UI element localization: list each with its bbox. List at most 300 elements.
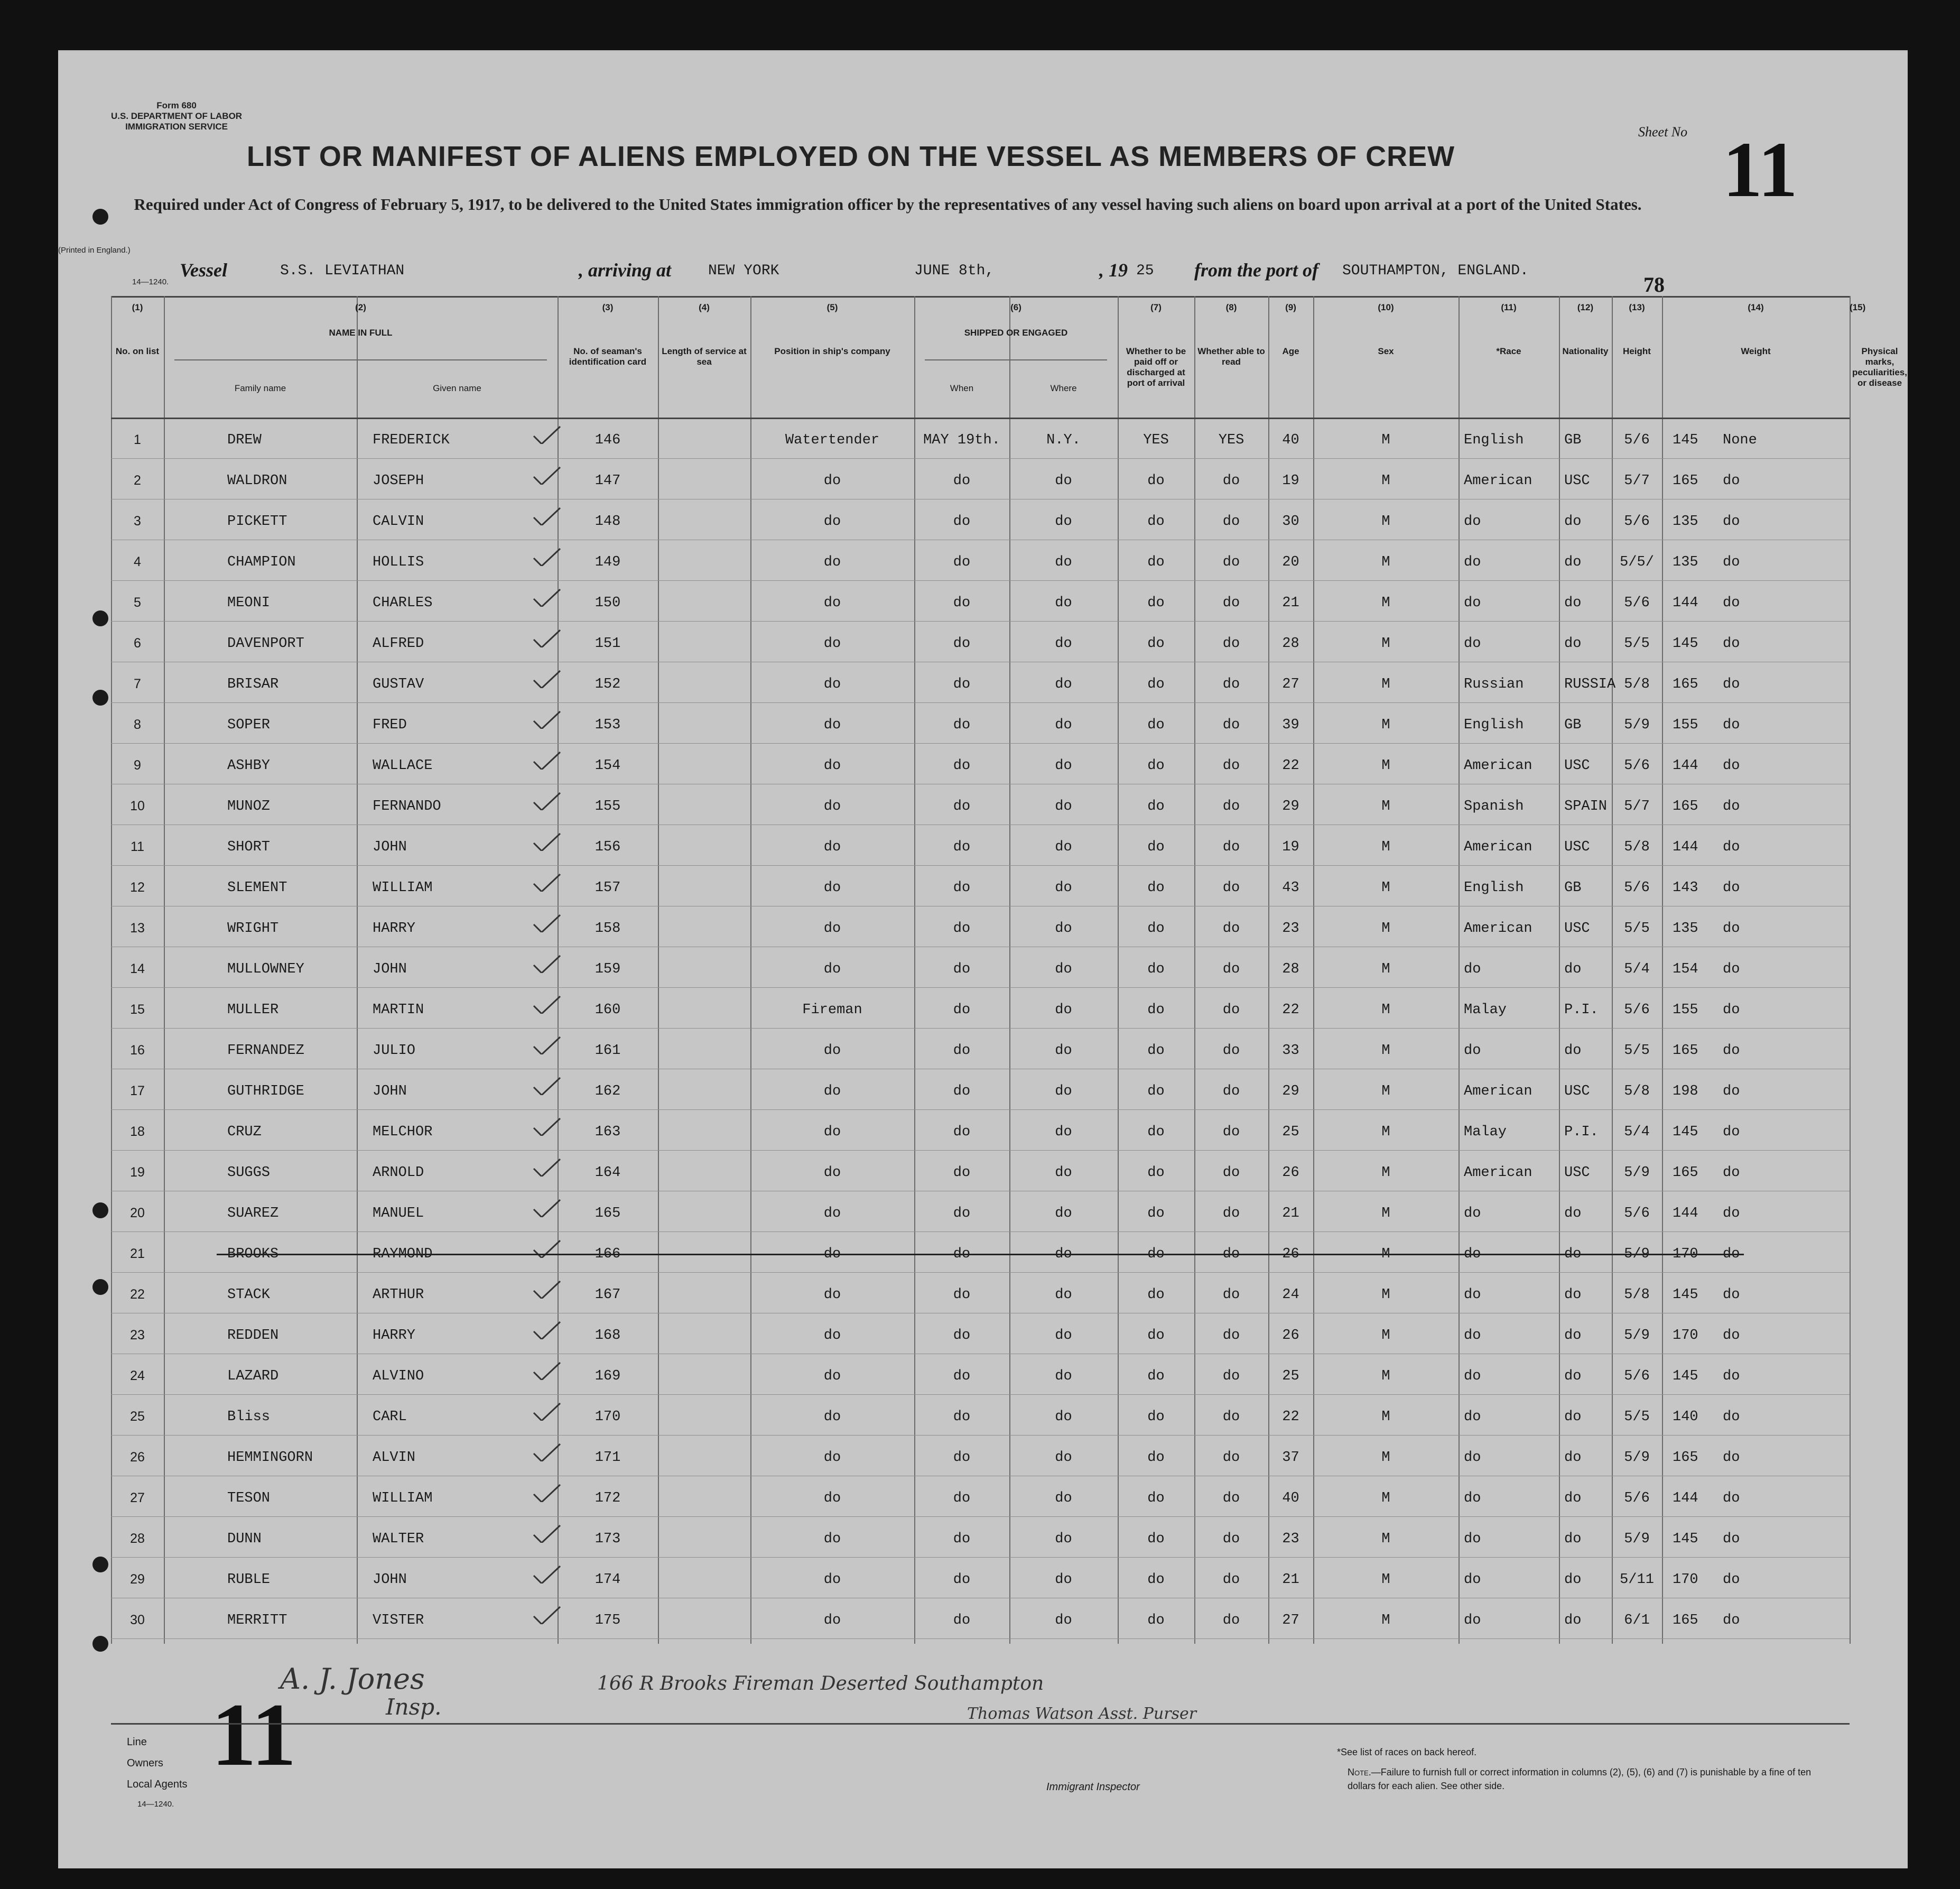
cell-nat: USC bbox=[1564, 758, 1590, 774]
race-note: *See list of races on back hereof. bbox=[1337, 1747, 1477, 1757]
cell-given: ALFRED bbox=[373, 636, 424, 652]
cell-race: Russian bbox=[1464, 677, 1524, 692]
cell-card: 166 bbox=[594, 1246, 621, 1262]
cell-no: 10 bbox=[130, 799, 145, 813]
cell-race: do bbox=[1464, 1287, 1481, 1303]
cell-when: do bbox=[953, 1531, 971, 1547]
cell-read: do bbox=[1222, 1450, 1240, 1466]
cell-paid: do bbox=[1147, 1287, 1165, 1303]
cell-no: 12 bbox=[130, 880, 145, 895]
cell-age: 37 bbox=[1282, 1450, 1299, 1466]
check-mark-icon bbox=[531, 1199, 563, 1217]
cell-age: 26 bbox=[1282, 1328, 1299, 1344]
column-subheader: Given name bbox=[433, 383, 481, 393]
cell-where: do bbox=[1055, 717, 1072, 733]
cell-given: WALTER bbox=[373, 1531, 424, 1547]
check-mark-icon bbox=[531, 832, 563, 851]
binder-hole bbox=[92, 690, 108, 706]
column-number: (12) bbox=[1577, 302, 1594, 312]
row-rule bbox=[111, 987, 1850, 988]
cell-nat: do bbox=[1564, 1206, 1582, 1221]
cell-paid: do bbox=[1147, 1043, 1165, 1059]
check-mark-icon bbox=[531, 1158, 563, 1177]
cell-race: American bbox=[1464, 473, 1532, 489]
cell-family: HEMMINGORN bbox=[227, 1450, 313, 1466]
check-mark-icon bbox=[531, 1484, 563, 1502]
row-rule bbox=[111, 1028, 1850, 1029]
cell-paid: do bbox=[1147, 758, 1165, 774]
cell-where: do bbox=[1055, 554, 1072, 570]
strike-through-line bbox=[217, 1254, 1744, 1255]
cell-family: MERRITT bbox=[227, 1613, 287, 1628]
cell-when: do bbox=[953, 1572, 971, 1588]
row-rule bbox=[111, 865, 1850, 866]
cell-card: 175 bbox=[594, 1613, 621, 1628]
cell-weight: 154 bbox=[1673, 961, 1698, 977]
cell-card: 169 bbox=[594, 1368, 621, 1384]
arrival-date: JUNE 8th, bbox=[914, 263, 995, 279]
cell-sex: M bbox=[1381, 473, 1390, 489]
column-rule bbox=[658, 296, 659, 1644]
cell-nat: P.I. bbox=[1564, 1002, 1599, 1018]
cell-card: 171 bbox=[594, 1450, 621, 1466]
cell-card: 155 bbox=[594, 799, 621, 814]
cell-family: DREW bbox=[227, 432, 262, 448]
cell-weight: 145 bbox=[1673, 1531, 1698, 1547]
cell-sex: M bbox=[1381, 717, 1390, 733]
cell-height: 5/6 bbox=[1624, 880, 1650, 896]
cell-no: 15 bbox=[130, 1002, 145, 1017]
cell-position: do bbox=[823, 1246, 841, 1262]
cell-where: do bbox=[1055, 1124, 1072, 1140]
cell-race: do bbox=[1464, 595, 1481, 611]
cell-marks: do bbox=[1723, 1165, 1740, 1181]
footer-owners: Owners bbox=[127, 1757, 163, 1769]
cell-given: CARL bbox=[373, 1409, 407, 1425]
cell-race: English bbox=[1464, 717, 1524, 733]
column-subheader: When bbox=[950, 383, 974, 393]
cell-no: 22 bbox=[130, 1287, 145, 1302]
header-bottom-rule bbox=[111, 418, 1850, 419]
cell-read: do bbox=[1222, 717, 1240, 733]
cell-given: ALVIN bbox=[373, 1450, 416, 1466]
cell-read: YES bbox=[1218, 432, 1244, 448]
cell-family: FERNANDEZ bbox=[227, 1043, 304, 1059]
check-mark-icon bbox=[531, 914, 563, 932]
cell-paid: do bbox=[1147, 1002, 1165, 1018]
column-header: Nationality bbox=[1562, 346, 1609, 356]
cell-weight: 135 bbox=[1673, 554, 1698, 570]
cell-nat: do bbox=[1564, 1531, 1582, 1547]
column-subheader: Family name bbox=[234, 383, 286, 393]
cell-read: do bbox=[1222, 921, 1240, 937]
cell-marks: do bbox=[1723, 1450, 1740, 1466]
cell-given: ALVINO bbox=[373, 1368, 424, 1384]
cell-card: 164 bbox=[594, 1165, 621, 1181]
note-label: Note. bbox=[1348, 1767, 1371, 1777]
cell-height: 5/9 bbox=[1624, 1328, 1650, 1344]
column-header: *Race bbox=[1496, 346, 1521, 356]
cell-read: do bbox=[1222, 1328, 1240, 1344]
cell-race: American bbox=[1464, 921, 1532, 937]
cell-paid: do bbox=[1147, 1165, 1165, 1181]
cell-sex: M bbox=[1381, 1409, 1390, 1425]
cell-marks: do bbox=[1723, 1043, 1740, 1059]
cell-age: 20 bbox=[1282, 554, 1299, 570]
cell-height: 5/5 bbox=[1624, 1409, 1650, 1425]
cell-position: Fireman bbox=[802, 1002, 862, 1018]
cell-read: do bbox=[1222, 1572, 1240, 1588]
row-rule bbox=[111, 1394, 1850, 1395]
cell-height: 5/11 bbox=[1620, 1572, 1654, 1588]
cell-family: SUGGS bbox=[227, 1165, 271, 1181]
cell-weight: 165 bbox=[1673, 799, 1698, 814]
cell-given: HOLLIS bbox=[373, 554, 424, 570]
cell-given: VISTER bbox=[373, 1613, 424, 1628]
cell-card: 174 bbox=[594, 1572, 621, 1588]
cell-age: 22 bbox=[1282, 1002, 1299, 1018]
cell-family: MEONI bbox=[227, 595, 271, 611]
column-number: (14) bbox=[1748, 302, 1764, 312]
cell-when: do bbox=[953, 1124, 971, 1140]
cell-race: do bbox=[1464, 1409, 1481, 1425]
column-number: (4) bbox=[699, 302, 710, 312]
cell-nat: USC bbox=[1564, 1084, 1590, 1099]
cell-race: do bbox=[1464, 554, 1481, 570]
cell-position: do bbox=[823, 1531, 841, 1547]
service: IMMIGRATION SERVICE bbox=[125, 122, 228, 132]
column-number: (11) bbox=[1501, 302, 1517, 312]
cell-no: 18 bbox=[130, 1124, 145, 1139]
cell-position: do bbox=[823, 636, 841, 652]
cell-sex: M bbox=[1381, 921, 1390, 937]
cell-race: English bbox=[1464, 432, 1524, 448]
cell-marks: do bbox=[1723, 677, 1740, 692]
cell-when: do bbox=[953, 1287, 971, 1303]
check-mark-icon bbox=[531, 792, 563, 810]
cell-read: do bbox=[1222, 595, 1240, 611]
cell-given: JOHN bbox=[373, 839, 407, 855]
cell-age: 25 bbox=[1282, 1368, 1299, 1384]
cell-when: do bbox=[953, 1368, 971, 1384]
column-number: (5) bbox=[826, 302, 838, 312]
cell-family: MUNOZ bbox=[227, 799, 271, 814]
cell-age: 29 bbox=[1282, 799, 1299, 814]
cell-sex: M bbox=[1381, 1531, 1390, 1547]
cell-read: do bbox=[1222, 1246, 1240, 1262]
cell-nat: GB bbox=[1564, 880, 1582, 896]
page-title: LIST OR MANIFEST OF ALIENS EMPLOYED ON THE VESSEL AS MEMBERS OF CREW bbox=[246, 141, 1455, 172]
cell-no: 2 bbox=[134, 473, 141, 488]
cell-read: do bbox=[1222, 514, 1240, 530]
cell-height: 5/6 bbox=[1624, 432, 1650, 448]
cell-age: 23 bbox=[1282, 921, 1299, 937]
cell-given: WILLIAM bbox=[373, 880, 433, 896]
check-mark-icon bbox=[531, 1565, 563, 1584]
cell-family: PICKETT bbox=[227, 514, 287, 530]
cell-marks: do bbox=[1723, 961, 1740, 977]
cell-height: 5/6 bbox=[1624, 1368, 1650, 1384]
cell-nat: do bbox=[1564, 1287, 1582, 1303]
cell-card: 156 bbox=[594, 839, 621, 855]
note-text: —Failure to furnish full or correct information in columns (2), (5), (6) and (7) is punishable by a fine of ten dollars for each alien. See other side. bbox=[1348, 1767, 1812, 1791]
cell-sex: M bbox=[1381, 1450, 1390, 1466]
row-rule bbox=[111, 1150, 1850, 1151]
cell-read: do bbox=[1222, 880, 1240, 896]
cell-when: do bbox=[953, 473, 971, 489]
cell-paid: do bbox=[1147, 1409, 1165, 1425]
cell-given: JULIO bbox=[373, 1043, 416, 1059]
cell-where: do bbox=[1055, 1450, 1072, 1466]
cell-given: CHARLES bbox=[373, 595, 433, 611]
cell-sex: M bbox=[1381, 1246, 1390, 1262]
cell-race: do bbox=[1464, 1613, 1481, 1628]
cell-no: 29 bbox=[130, 1572, 145, 1587]
cell-paid: do bbox=[1147, 880, 1165, 896]
cell-when: do bbox=[953, 1613, 971, 1628]
cell-height: 5/9 bbox=[1624, 1165, 1650, 1181]
cell-read: do bbox=[1222, 636, 1240, 652]
cell-sex: M bbox=[1381, 1002, 1390, 1018]
cell-weight: 145 bbox=[1673, 636, 1698, 652]
cell-position: do bbox=[823, 1613, 841, 1628]
check-mark-icon bbox=[531, 710, 563, 729]
cell-marks: do bbox=[1723, 1613, 1740, 1628]
cell-weight: 165 bbox=[1673, 1613, 1698, 1628]
cell-weight: 165 bbox=[1673, 473, 1698, 489]
cell-sex: M bbox=[1381, 799, 1390, 814]
column-header: Whether able to read bbox=[1197, 346, 1265, 367]
check-mark-icon bbox=[531, 1362, 563, 1380]
column-header: No. of seaman's identification card bbox=[569, 346, 647, 367]
cell-card: 167 bbox=[594, 1287, 621, 1303]
cell-position: do bbox=[823, 799, 841, 814]
cell-family: TESON bbox=[227, 1490, 271, 1506]
cell-marks: do bbox=[1723, 717, 1740, 733]
form-number-block bbox=[111, 100, 242, 132]
cell-race: American bbox=[1464, 1165, 1532, 1181]
cell-when: do bbox=[953, 717, 971, 733]
cell-position: do bbox=[823, 1206, 841, 1221]
cell-weight: 140 bbox=[1673, 1409, 1698, 1425]
cell-no: 17 bbox=[130, 1084, 145, 1098]
cell-given: WILLIAM bbox=[373, 1490, 433, 1506]
cell-marks: do bbox=[1723, 758, 1740, 774]
cell-sex: M bbox=[1381, 595, 1390, 611]
cell-where: do bbox=[1055, 1490, 1072, 1506]
cell-paid: YES bbox=[1143, 432, 1169, 448]
cell-given: ARNOLD bbox=[373, 1165, 424, 1181]
cell-card: 173 bbox=[594, 1531, 621, 1547]
from-port-label: from the port of bbox=[1194, 260, 1319, 281]
cell-when: do bbox=[953, 595, 971, 611]
check-mark-icon bbox=[531, 1321, 563, 1339]
cell-given: FRED bbox=[373, 717, 407, 733]
page-reference: 78 bbox=[1643, 273, 1665, 297]
cell-no: 14 bbox=[130, 961, 145, 976]
form-number: Form 680 bbox=[156, 100, 197, 110]
cell-paid: do bbox=[1147, 1531, 1165, 1547]
cell-position: do bbox=[823, 677, 841, 692]
cell-given: JOHN bbox=[373, 1572, 407, 1588]
cell-no: 11 bbox=[131, 839, 144, 854]
binder-hole bbox=[92, 1557, 108, 1572]
cell-paid: do bbox=[1147, 1450, 1165, 1466]
inspector-title: Insp. bbox=[386, 1694, 442, 1720]
cell-marks: do bbox=[1723, 880, 1740, 896]
column-header: Sex bbox=[1378, 346, 1394, 356]
column-rule bbox=[1459, 296, 1460, 1644]
cell-card: 160 bbox=[594, 1002, 621, 1018]
cell-position: do bbox=[823, 961, 841, 977]
cell-position: do bbox=[823, 1572, 841, 1588]
cell-sex: M bbox=[1381, 554, 1390, 570]
cell-card: 153 bbox=[594, 717, 621, 733]
cell-card: 170 bbox=[594, 1409, 621, 1425]
cell-age: 43 bbox=[1282, 880, 1299, 896]
cell-read: do bbox=[1222, 1124, 1240, 1140]
cell-marks: do bbox=[1723, 1490, 1740, 1506]
cell-no: 6 bbox=[134, 636, 141, 651]
cell-age: 40 bbox=[1282, 1490, 1299, 1506]
cell-paid: do bbox=[1147, 514, 1165, 530]
cell-when: MAY 19th. bbox=[923, 432, 1000, 448]
cell-race: do bbox=[1464, 1328, 1481, 1344]
binder-hole bbox=[92, 1279, 108, 1295]
cell-when: do bbox=[953, 839, 971, 855]
cell-no: 5 bbox=[134, 595, 141, 610]
cell-family: SUAREZ bbox=[227, 1206, 279, 1221]
cell-nat: do bbox=[1564, 636, 1582, 652]
check-mark-icon bbox=[531, 548, 563, 566]
cell-read: do bbox=[1222, 1043, 1240, 1059]
cell-nat: do bbox=[1564, 554, 1582, 570]
cell-when: do bbox=[953, 1043, 971, 1059]
cell-race: do bbox=[1464, 961, 1481, 977]
binder-hole bbox=[92, 1202, 108, 1218]
cell-height: 5/6 bbox=[1624, 1490, 1650, 1506]
cell-no: 25 bbox=[130, 1409, 145, 1424]
cell-where: do bbox=[1055, 595, 1072, 611]
column-header: Weight bbox=[1741, 346, 1771, 356]
column-header: Physical marks, peculiarities, or disease bbox=[1852, 346, 1907, 388]
cell-card: 148 bbox=[594, 514, 621, 530]
cell-weight: 145 bbox=[1673, 1368, 1698, 1384]
cell-where: do bbox=[1055, 1206, 1072, 1221]
footer-agents: Local Agents bbox=[127, 1779, 188, 1790]
cell-age: 23 bbox=[1282, 1531, 1299, 1547]
cell-height: 5/6 bbox=[1624, 1002, 1650, 1018]
column-number: (8) bbox=[1225, 302, 1237, 312]
cell-age: 30 bbox=[1282, 514, 1299, 530]
check-mark-icon bbox=[531, 1443, 563, 1461]
cell-read: do bbox=[1222, 839, 1240, 855]
cell-height: 5/6 bbox=[1624, 758, 1650, 774]
cell-card: 159 bbox=[594, 961, 621, 977]
cell-paid: do bbox=[1147, 1368, 1165, 1384]
check-mark-icon bbox=[531, 751, 563, 770]
cell-no: 23 bbox=[130, 1328, 145, 1342]
cell-race: American bbox=[1464, 1084, 1532, 1099]
cell-given: MELCHOR bbox=[373, 1124, 433, 1140]
cell-nat: USC bbox=[1564, 1165, 1590, 1181]
cell-read: do bbox=[1222, 1002, 1240, 1018]
check-mark-icon bbox=[531, 670, 563, 688]
cell-weight: 144 bbox=[1673, 1490, 1698, 1506]
cell-when: do bbox=[953, 1084, 971, 1099]
cell-given: JOHN bbox=[373, 1084, 407, 1099]
cell-family: CHAMPION bbox=[227, 554, 296, 570]
cell-weight: 144 bbox=[1673, 839, 1698, 855]
cell-sex: M bbox=[1381, 636, 1390, 652]
printed-note: (Printed in England.) bbox=[58, 246, 131, 255]
cell-sex: M bbox=[1381, 1613, 1390, 1628]
cell-family: RUBLE bbox=[227, 1572, 271, 1588]
cell-no: 13 bbox=[130, 921, 145, 936]
vessel-label: Vessel bbox=[180, 260, 227, 281]
cell-marks: do bbox=[1723, 1531, 1740, 1547]
cell-age: 40 bbox=[1282, 432, 1299, 448]
cell-age: 27 bbox=[1282, 1613, 1299, 1628]
cell-family: Bliss bbox=[227, 1409, 271, 1425]
row-rule bbox=[111, 1231, 1850, 1232]
cell-nat: do bbox=[1564, 1409, 1582, 1425]
cell-when: do bbox=[953, 1246, 971, 1262]
cell-sex: M bbox=[1381, 1084, 1390, 1099]
cell-position: do bbox=[823, 1450, 841, 1466]
cell-position: Watertender bbox=[785, 432, 880, 448]
cell-age: 19 bbox=[1282, 473, 1299, 489]
cell-when: do bbox=[953, 799, 971, 814]
cell-nat: do bbox=[1564, 961, 1582, 977]
binder-hole bbox=[92, 1636, 108, 1652]
cell-where: do bbox=[1055, 1043, 1072, 1059]
cell-height: 5/6 bbox=[1624, 595, 1650, 611]
cell-position: do bbox=[823, 880, 841, 896]
cell-nat: do bbox=[1564, 1450, 1582, 1466]
cell-given: FERNANDO bbox=[373, 799, 441, 814]
cell-card: 152 bbox=[594, 677, 621, 692]
page-subtitle: Required under Act of Congress of February 5, 1917, to be delivered to the United States immigration officer by the representatives of any vessel having such aliens on board upon arrival at a port of the United States. bbox=[134, 195, 1642, 214]
column-header: NAME IN FULL bbox=[329, 328, 393, 338]
cell-height: 5/8 bbox=[1624, 1084, 1650, 1099]
cell-read: do bbox=[1222, 1368, 1240, 1384]
cell-family: LAZARD bbox=[227, 1368, 279, 1384]
check-mark-icon bbox=[531, 588, 563, 607]
cell-marks: do bbox=[1723, 636, 1740, 652]
row-rule bbox=[111, 1272, 1850, 1273]
cell-card: 147 bbox=[594, 473, 621, 489]
cell-paid: do bbox=[1147, 1246, 1165, 1262]
cell-when: do bbox=[953, 961, 971, 977]
cell-no: 4 bbox=[134, 554, 141, 569]
cell-age: 33 bbox=[1282, 1043, 1299, 1059]
cell-where: do bbox=[1055, 636, 1072, 652]
row-rule bbox=[111, 1516, 1850, 1517]
cell-where: do bbox=[1055, 1572, 1072, 1588]
cell-when: do bbox=[953, 1409, 971, 1425]
cell-read: do bbox=[1222, 961, 1240, 977]
cell-height: 5/9 bbox=[1624, 1450, 1650, 1466]
cell-marks: do bbox=[1723, 473, 1740, 489]
cell-race: do bbox=[1464, 1531, 1481, 1547]
cell-position: do bbox=[823, 1409, 841, 1425]
cell-weight: 145 bbox=[1673, 1287, 1698, 1303]
cell-card: 162 bbox=[594, 1084, 621, 1099]
cell-race: Spanish bbox=[1464, 799, 1524, 814]
cell-when: do bbox=[953, 921, 971, 937]
cell-age: 21 bbox=[1282, 1572, 1299, 1588]
